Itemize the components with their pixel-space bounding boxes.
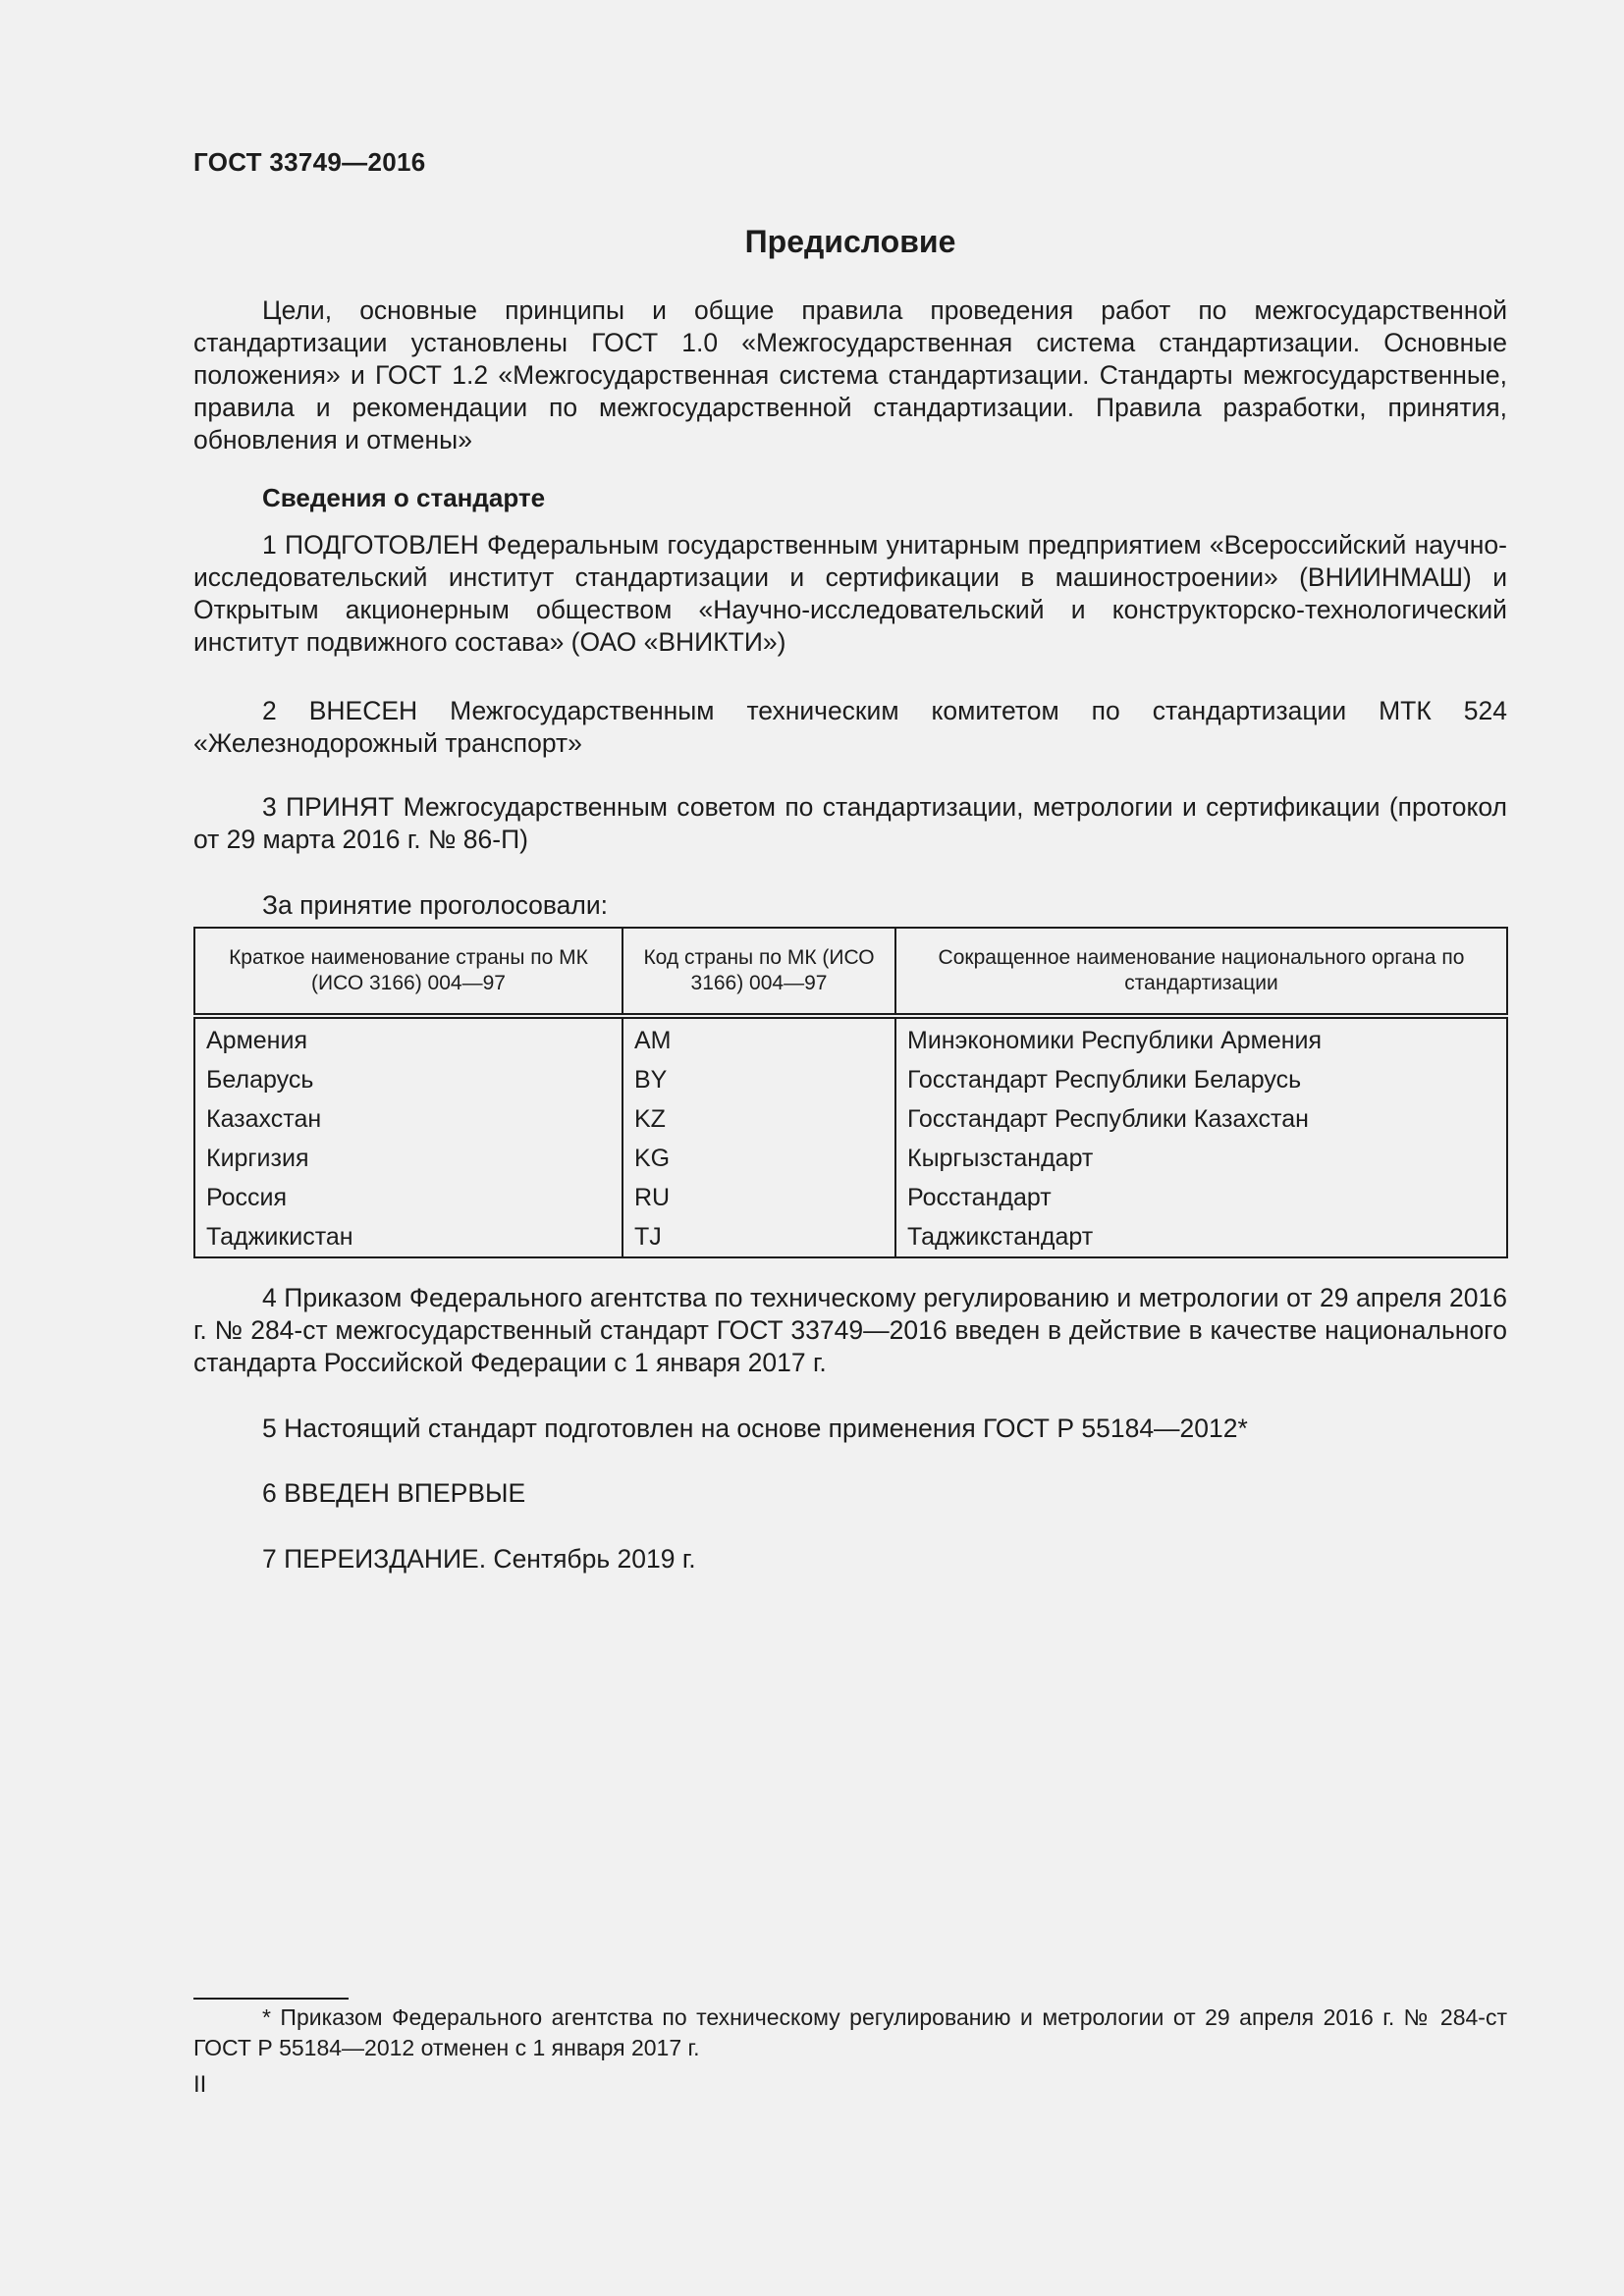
country-code-cell: TJ (623, 1217, 895, 1257)
table-row (194, 1016, 1507, 1060)
national-body-cell: Таджикстандарт (895, 1217, 1507, 1257)
item-2-paragraph: 2 ВНЕСЕН Межгосударственным техническим комитетом по стандартизации МТК 524 «Железнодорожный транспорт» (193, 696, 1507, 758)
table-row (194, 1060, 1507, 1099)
section-subheading: Сведения о стандарте (262, 483, 546, 512)
country-name-cell: Беларусь (194, 1060, 623, 1099)
table-row (194, 1217, 1507, 1257)
country-name-cell: Киргизия (194, 1139, 623, 1178)
footnote-divider (193, 1998, 349, 2000)
footnote-text: * Приказом Федерального агентства по техническому регулированию и метрологии от 29 апреля 2016 г. № 284-ст ГОСТ Р 55184—2012 отменен с 1 января 2017 г. (193, 2004, 1507, 2060)
country-name-cell: Армения (194, 1016, 623, 1060)
country-name-cell: Казахстан (194, 1099, 623, 1139)
national-body-cell: Кыргызстандарт (895, 1139, 1507, 1178)
national-body-cell: Госстандарт Республики Беларусь (895, 1060, 1507, 1099)
country-code-cell: BY (623, 1060, 895, 1099)
country-name-cell: Таджикистан (194, 1217, 623, 1257)
item-5-paragraph: 5 Настоящий стандарт подготовлен на основе применения ГОСТ Р 55184—2012* (262, 1414, 1248, 1443)
country-name-cell: Россия (194, 1178, 623, 1217)
item-4-paragraph: 4 Приказом Федерального агентства по техническому регулированию и метрологии от 29 апреля 2016 г. № 284-ст межгосударственный стандарт ГОСТ 33749—2016 введен в действие в качестве национального стандарта Российской Федерации с 1 января 2017 г. (193, 1283, 1507, 1377)
page-number: II (193, 2071, 207, 2098)
header-national-body: Сокращенное наименование национального органа по стандартизации (895, 928, 1507, 1016)
table-row (194, 1099, 1507, 1139)
country-code-cell: AM (623, 1016, 895, 1060)
table-row (194, 1178, 1507, 1217)
national-body-cell: Минэкономики Республики Армения (895, 1016, 1507, 1060)
table-row (194, 1139, 1507, 1178)
item-6-paragraph: 6 ВВЕДЕН ВПЕРВЫЕ (262, 1478, 526, 1508)
national-body-cell: Госстандарт Республики Казахстан (895, 1099, 1507, 1139)
item-3-paragraph: 3 ПРИНЯТ Межгосударственным советом по стандартизации, метрологии и сертификации (протокол от 29 марта 2016 г. № 86-П) (193, 792, 1507, 854)
country-code-cell: KZ (623, 1099, 895, 1139)
page-title: Предисловие (744, 224, 956, 259)
country-code-cell: KG (623, 1139, 895, 1178)
item-1-paragraph: 1 ПОДГОТОВЛЕН Федеральным государственным унитарным предприятием «Всероссийский научно-исследовательский институт стандартизации и сертификации в машиностроении» (ВНИИНМАШ) и Открытым акционерным обществом «Научно-исследовательский и конструкторско-технологический институт подвижного состава» (ОАО «ВНИКТИ») (193, 530, 1507, 657)
country-code-cell: RU (623, 1178, 895, 1217)
voted-label: За принятие проголосовали: (262, 890, 609, 920)
national-body-cell: Росстандарт (895, 1178, 1507, 1217)
header-country-code: Код страны по МК (ИСО 3166) 004—97 (623, 928, 895, 1016)
table-header-row (194, 928, 1507, 1016)
intro-paragraph: Цели, основные принципы и общие правила проведения работ по межгосударственной стандартизации установлены ГОСТ 1.0 «Межгосударственная система стандартизации. Основные положения» и ГОСТ 1.2 «Межгосударственная система стандартизации. Стандарты межгосударственные, правила и рекомендации по межгосударственной стандартизации. Правила разработки, принятия, обновления и отмены» (193, 295, 1507, 454)
item-7-paragraph: 7 ПЕРЕИЗДАНИЕ. Сентябрь 2019 г. (262, 1544, 696, 1574)
document-id-header: ГОСТ 33749—2016 (193, 147, 426, 177)
header-country-name: Краткое наименование страны по МК (ИСО 3166) 004—97 (194, 928, 623, 1016)
voting-countries-table (193, 927, 1508, 1258)
